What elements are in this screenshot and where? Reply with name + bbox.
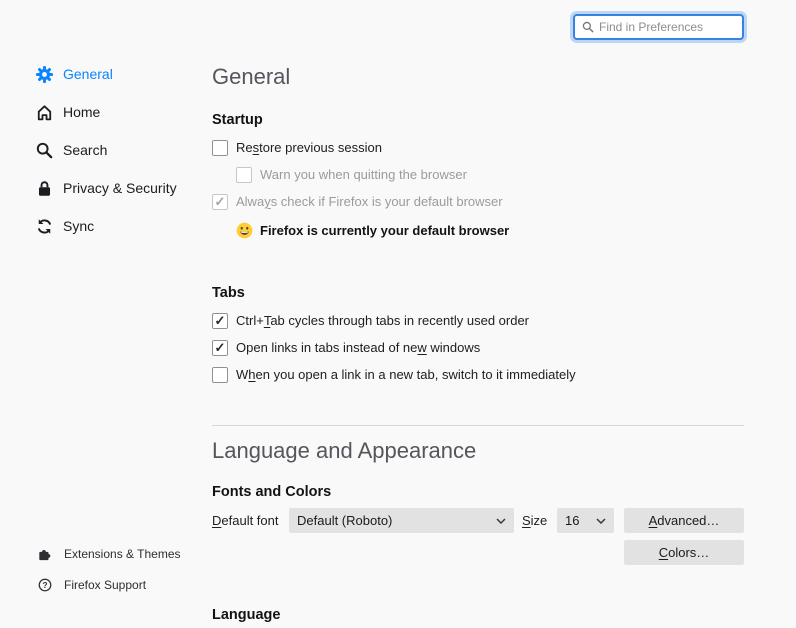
section-divider (212, 425, 744, 426)
checkbox-label: Ctrl+Tab cycles through tabs in recently used order (236, 313, 530, 328)
warn-quitting-checkbox[interactable] (236, 167, 252, 183)
default-font-label: Default font (212, 513, 279, 528)
sidebar-item-label: General (63, 66, 113, 82)
checkbox-row-open-links-in-tabs (212, 334, 744, 361)
sidebar-item-general[interactable] (28, 55, 208, 93)
sidebar-item-firefox-support[interactable] (30, 569, 220, 600)
footer-item-label: Extensions & Themes (64, 546, 181, 561)
colors-button[interactable]: Colors… (624, 540, 744, 565)
colors-controls-row (212, 540, 744, 565)
checkbox-row-always-check-default (212, 188, 744, 215)
sidebar-item-privacy-security[interactable] (28, 169, 208, 207)
find-in-preferences-field[interactable] (573, 14, 744, 40)
default-browser-status (236, 219, 744, 241)
svg-text:?: ? (42, 579, 48, 590)
language-appearance-heading: Language and Appearance (212, 438, 477, 463)
ctrl-tab-checkbox[interactable] (212, 313, 228, 329)
checkbox-row-warn-quitting (212, 161, 744, 188)
checkbox-label: Restore previous session (236, 140, 382, 155)
default-font-select[interactable] (289, 508, 514, 533)
search-input[interactable] (599, 20, 735, 34)
magnifier-icon (582, 21, 594, 33)
checkbox-row-switch-immediately (212, 361, 744, 388)
default-browser-status-text: Firefox is currently your default browser (260, 222, 510, 238)
font-size-value: 16 (565, 513, 580, 528)
checkbox-row-ctrl-tab (212, 307, 744, 334)
help-icon (38, 578, 52, 592)
sidebar-footer (30, 538, 220, 600)
fonts-controls-row (212, 508, 744, 533)
checkbox-label: Warn you when quitting the browser (260, 167, 467, 182)
chevron-down-icon (596, 518, 606, 524)
sidebar-item-extensions-themes[interactable] (30, 538, 220, 569)
chevron-down-icon (496, 518, 506, 524)
sidebar-item-home[interactable] (28, 93, 208, 131)
gear-icon (36, 66, 53, 83)
default-font-value: Default (Roboto) (297, 513, 393, 528)
always-check-default-checkbox[interactable] (212, 194, 228, 210)
checkbox-row-restore-session (212, 134, 744, 161)
preferences-sidebar (28, 55, 208, 245)
smiley-icon (236, 222, 253, 239)
open-links-in-tabs-checkbox[interactable] (212, 340, 228, 356)
fonts-colors-heading: Fonts and Colors (212, 484, 332, 500)
checkbox-label: When you open a link in a new tab, switch to it immediately (236, 367, 576, 382)
sidebar-item-sync[interactable] (28, 207, 208, 245)
checkbox-label: Open links in tabs instead of new windows (236, 340, 481, 355)
footer-item-label: Firefox Support (64, 577, 147, 592)
size-label: Size (522, 513, 548, 528)
startup-heading: Startup (212, 112, 263, 128)
sidebar-item-label: Privacy & Security (63, 180, 177, 196)
advanced-fonts-button[interactable]: Advanced… (624, 508, 744, 533)
checkbox-label: Always check if Firefox is your default browser (236, 194, 503, 209)
sidebar-item-search[interactable] (28, 131, 208, 169)
language-heading: Language (212, 607, 281, 623)
tabs-heading: Tabs (212, 285, 245, 301)
preferences-pane-general (212, 64, 744, 625)
switch-immediately-checkbox[interactable] (212, 367, 228, 383)
lock-icon (36, 180, 53, 197)
restore-session-checkbox[interactable] (212, 140, 228, 156)
sidebar-item-label: Sync (63, 218, 95, 234)
font-size-select[interactable] (557, 508, 614, 533)
magnifier-icon (36, 142, 53, 159)
sidebar-item-label: Search (63, 142, 108, 158)
puzzle-icon (38, 547, 52, 561)
page-title: General (212, 64, 291, 89)
home-icon (36, 104, 53, 121)
sidebar-item-label: Home (63, 104, 101, 120)
sync-icon (36, 218, 53, 235)
